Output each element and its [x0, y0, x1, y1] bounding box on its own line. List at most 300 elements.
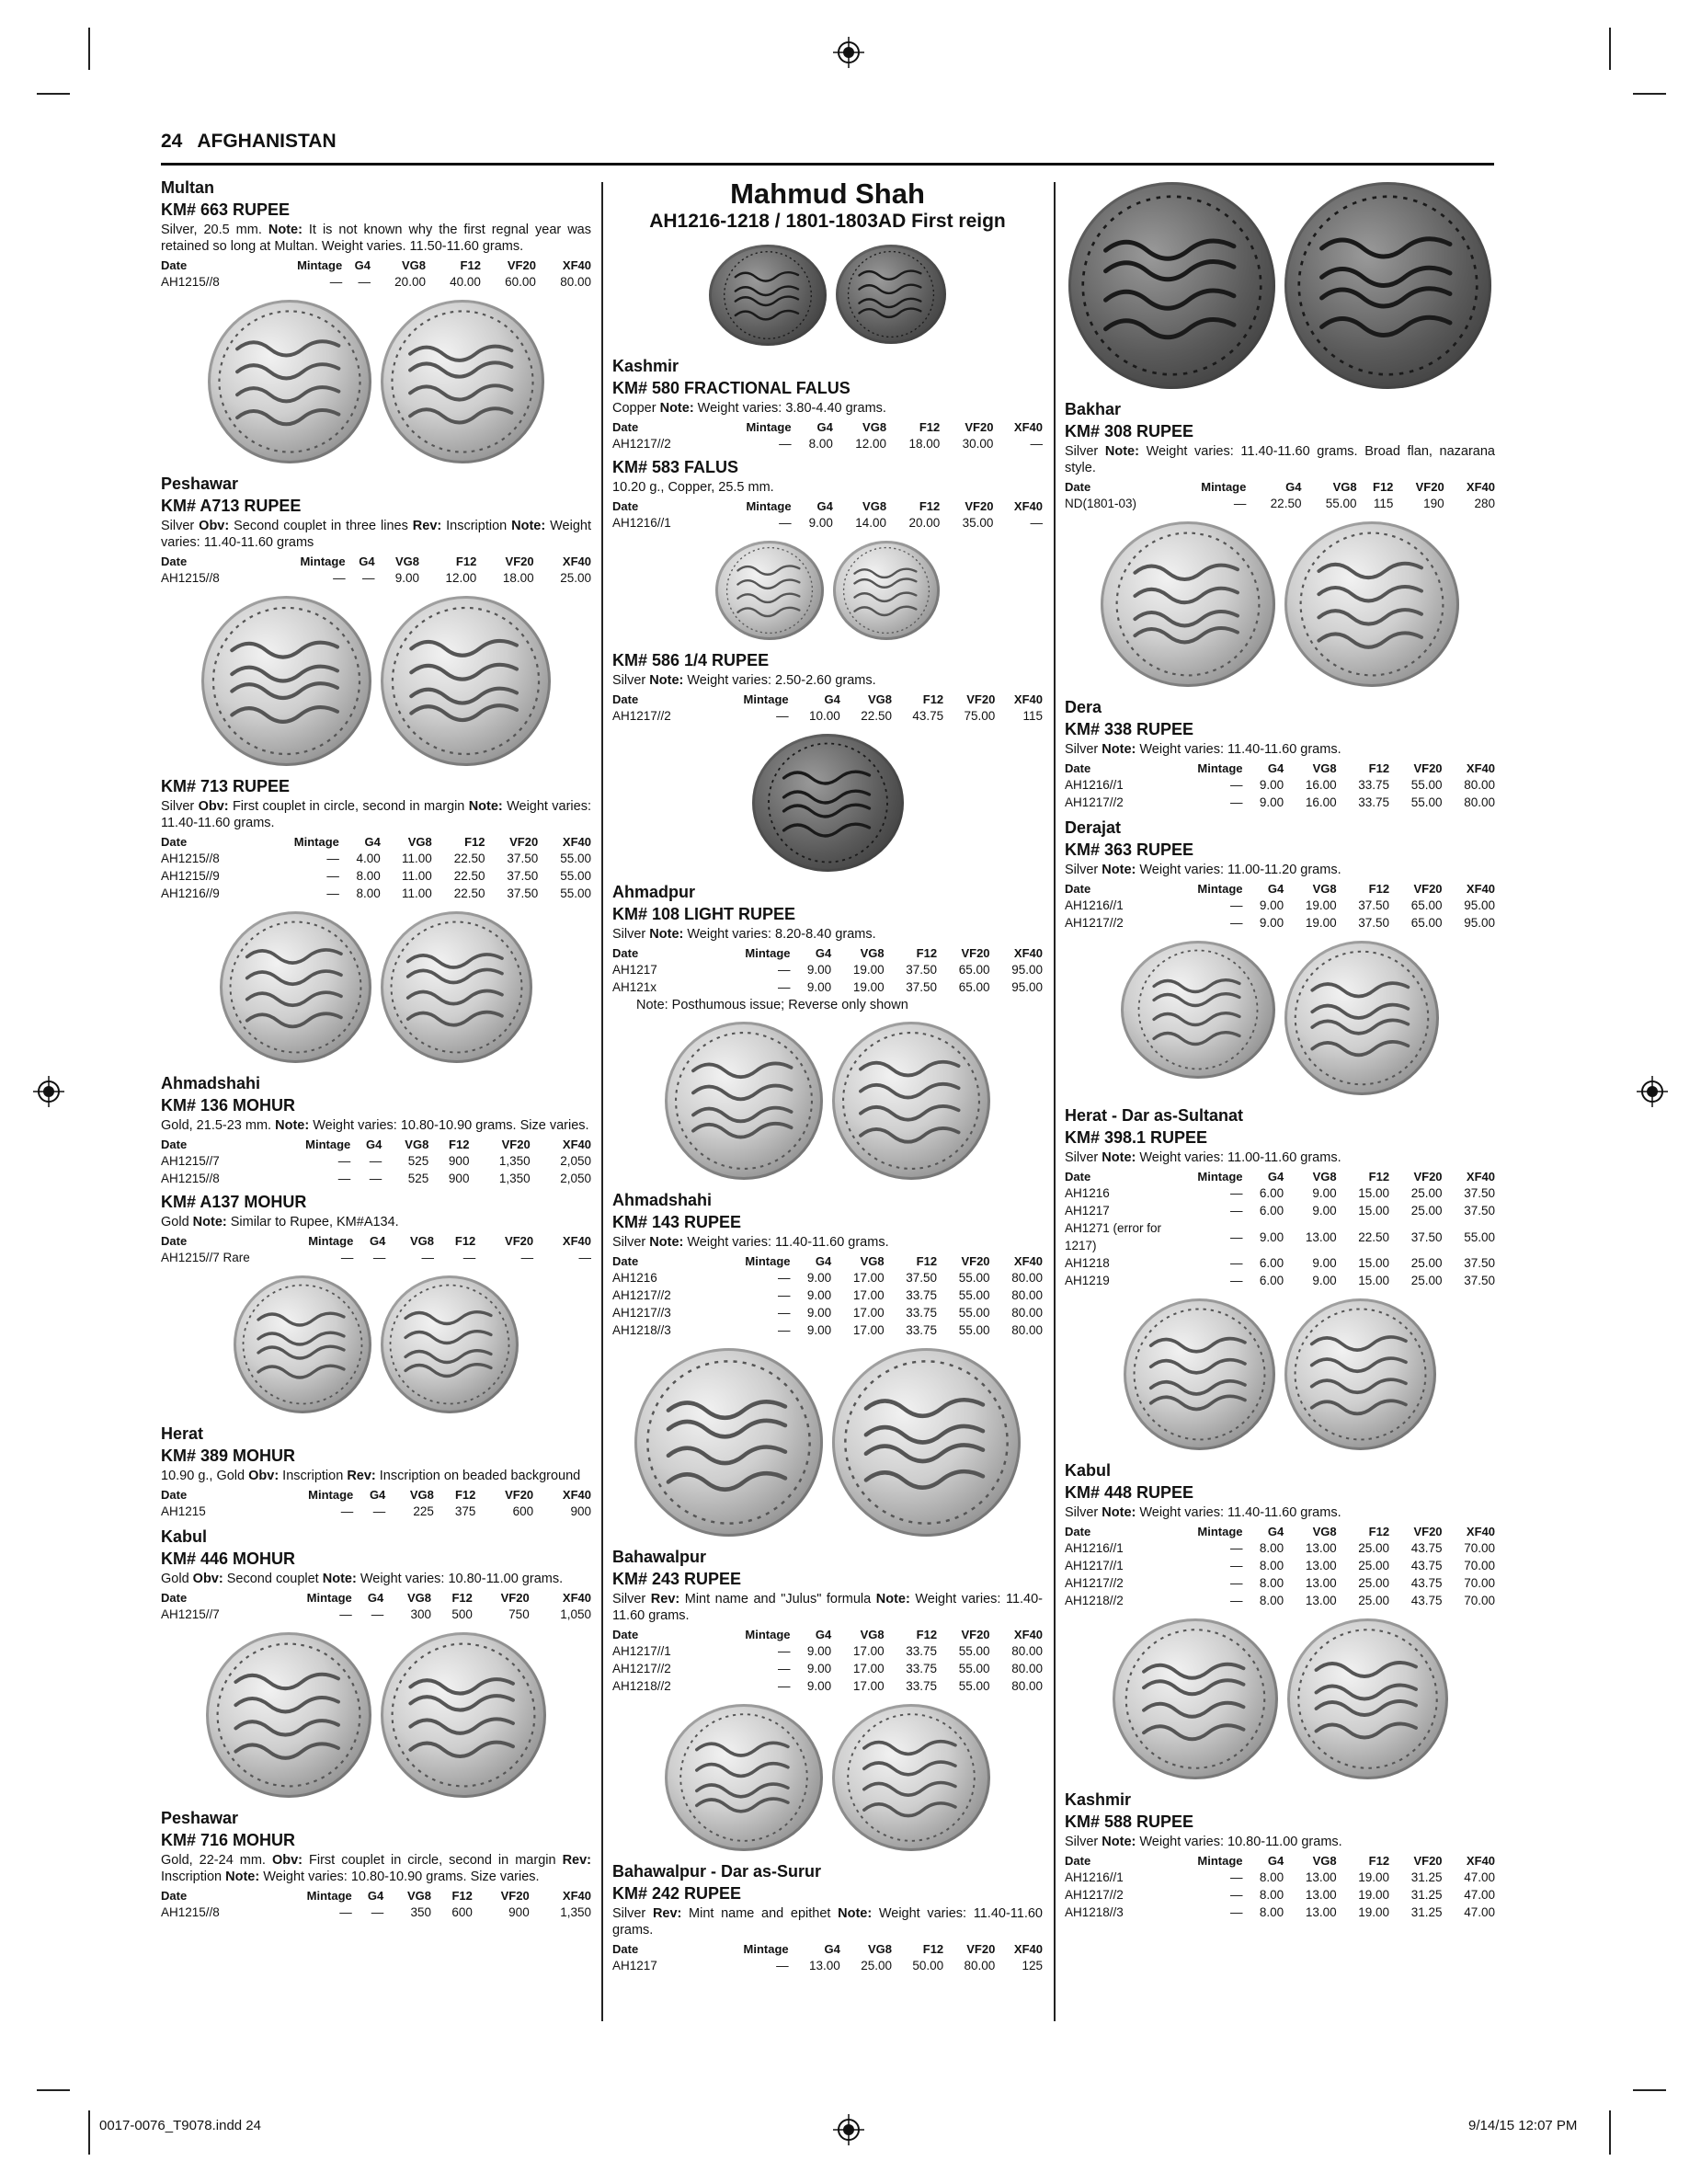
- table-cell: —: [1230, 1870, 1243, 1884]
- ruler-reign: AH1216-1218 / 1801-1803AD First reign: [649, 211, 1006, 232]
- column-header: XF40: [1466, 1854, 1495, 1868]
- mint-heading: Derajat: [1065, 818, 1122, 837]
- table-cell: —: [1230, 898, 1243, 912]
- table-row: [161, 885, 591, 902]
- column-header: XF40: [562, 555, 591, 568]
- table-cell: —: [1230, 916, 1243, 930]
- coin-description: Silver Note: Weight varies: 11.00-11.20 grams.: [1065, 863, 1341, 877]
- table-cell: 525: [407, 1172, 429, 1185]
- column-header: VG8: [867, 1942, 892, 1956]
- table-cell: 37.50: [906, 980, 938, 994]
- coin-obverse-image: [1113, 1618, 1278, 1779]
- table-cell: AH1215//9: [161, 869, 220, 883]
- catalog-number: KM# 243 RUPEE: [612, 1570, 742, 1588]
- column-header: Mintage: [293, 835, 339, 849]
- table-cell: 33.75: [906, 1644, 938, 1658]
- table-cell: 80.00: [1011, 1306, 1043, 1320]
- table-cell: 17.00: [852, 1271, 885, 1285]
- column-header: Date: [612, 1254, 639, 1268]
- table-cell: 22.50: [453, 886, 485, 900]
- table-cell: AH1218: [1065, 1256, 1110, 1270]
- table-cell: 280: [1474, 497, 1495, 510]
- column-header: XF40: [562, 1889, 591, 1903]
- table-cell: 12.00: [855, 437, 887, 451]
- table-cell: —: [339, 1905, 352, 1919]
- catalog-number: KM# 363 RUPEE: [1065, 840, 1194, 859]
- table-cell: 70.00: [1464, 1594, 1495, 1607]
- catalog-number: KM# 588 RUPEE: [1065, 1812, 1194, 1831]
- table-header-row: [612, 1941, 1043, 1957]
- table-cell: 47.00: [1464, 1905, 1495, 1919]
- table-cell: AH1217: [1065, 1204, 1110, 1218]
- coin-inscription-icon: [832, 1348, 1021, 1537]
- column-header: VF20: [500, 1591, 530, 1605]
- table-cell: 8.00: [1259, 1905, 1284, 1919]
- coin-inscription-icon: [1101, 521, 1275, 687]
- column-header: XF40: [1466, 1170, 1495, 1183]
- table-cell: 19.00: [1305, 916, 1337, 930]
- mint-heading: Kashmir: [1065, 1790, 1132, 1809]
- table-cell: —: [1230, 1256, 1243, 1270]
- table-cell: AH121x: [612, 980, 657, 994]
- table-cell: 47.00: [1464, 1888, 1495, 1902]
- table-cell: 19.00: [852, 963, 885, 977]
- column-header: Mintage: [306, 1889, 352, 1903]
- coin-description: Silver Note: Weight varies: 11.00-11.60 grams.: [1065, 1150, 1341, 1165]
- column-header: VF20: [966, 1942, 996, 1956]
- table-row: [161, 867, 591, 885]
- table-cell: 80.00: [1011, 1323, 1043, 1337]
- coin-reverse-image: [381, 911, 532, 1063]
- column-header: F12: [919, 420, 941, 434]
- table-cell: 37.50: [906, 1271, 938, 1285]
- table-row: [612, 435, 1043, 452]
- mint-heading: Herat: [161, 1424, 204, 1443]
- column-header: G4: [815, 1628, 832, 1641]
- table-cell: 8.00: [1259, 1559, 1284, 1572]
- table-cell: —: [339, 1607, 352, 1621]
- coin-description: Silver Obv: First couplet in circle, second in margin Note: Weight varies: 11.40-11.60 grams.: [161, 799, 591, 830]
- table-row: [612, 1321, 1043, 1339]
- table-cell: AH1217//2: [612, 1662, 671, 1675]
- table-cell: —: [1230, 1186, 1243, 1200]
- table-cell: AH1217//2: [612, 437, 671, 451]
- column-header: VG8: [1312, 1854, 1337, 1868]
- column-header: VF20: [505, 1234, 534, 1248]
- table-cell: 37.50: [1464, 1204, 1495, 1218]
- table-cell: 13.00: [1305, 1229, 1337, 1244]
- table-cell: 750: [508, 1607, 530, 1621]
- table-cell: AH1216//1: [1065, 898, 1124, 912]
- table-cell: 17.00: [852, 1306, 885, 1320]
- coin-description: Silver Rev: Mint name and epithet Note: Weight varies: 11.40-11.60 grams.: [612, 1906, 1043, 1938]
- table-cell: —: [1230, 1888, 1243, 1902]
- column-header: VF20: [1413, 761, 1443, 775]
- table-cell: 22.50: [453, 852, 485, 865]
- coin-inscription-icon: [381, 300, 544, 463]
- table-cell: 9.00: [806, 1679, 832, 1693]
- table-cell: AH1218//3: [1065, 1905, 1124, 1919]
- table-cell: 300: [410, 1607, 432, 1621]
- table-cell: 55.00: [1410, 778, 1443, 792]
- table-cell: —: [779, 437, 792, 451]
- column-header: Mintage: [1197, 1854, 1243, 1868]
- table-cell: 80.00: [1011, 1679, 1043, 1693]
- table-cell: 25.00: [1410, 1256, 1443, 1270]
- column-header: G4: [816, 499, 833, 513]
- price-table: [612, 1941, 1043, 1974]
- table-cell: 70.00: [1464, 1541, 1495, 1555]
- coin-obverse-image: [201, 596, 371, 766]
- table-cell: 1,050: [560, 1607, 591, 1621]
- coin-obverse-image: [665, 1704, 823, 1851]
- coin-inscription-icon: [833, 541, 940, 640]
- column-left: [161, 178, 591, 1927]
- coin-reverse-image: [1284, 521, 1459, 687]
- column-header: Date: [1065, 761, 1091, 775]
- coin-images: [612, 734, 1043, 872]
- table-cell: 60.00: [505, 275, 536, 289]
- registration-mark-icon: [33, 1076, 64, 1107]
- table-row: [1065, 794, 1495, 811]
- table-cell: 8.00: [1259, 1870, 1284, 1884]
- table-cell: 9.00: [1259, 898, 1284, 912]
- table-cell: 19.00: [1305, 898, 1337, 912]
- column-header: Date: [1065, 1525, 1091, 1538]
- table-cell: 9.00: [1259, 795, 1284, 809]
- column-header: VG8: [1312, 882, 1337, 896]
- coin-reverse-image: [832, 1022, 990, 1180]
- crop-mark: [37, 2089, 70, 2091]
- column-header: Mintage: [1201, 480, 1247, 494]
- column-header: VF20: [507, 258, 536, 272]
- table-cell: 31.25: [1410, 1905, 1443, 1919]
- coin-inscription-icon: [832, 1022, 990, 1180]
- table-row: [1065, 1557, 1495, 1574]
- table-cell: 13.00: [1305, 1594, 1337, 1607]
- price-table: [161, 1233, 591, 1266]
- column-header: Date: [161, 1591, 188, 1605]
- column-header: F12: [922, 692, 944, 706]
- column-header: F12: [454, 1234, 476, 1248]
- column-header: F12: [1368, 882, 1390, 896]
- column-header: VG8: [862, 499, 887, 513]
- table-cell: 17.00: [852, 1662, 885, 1675]
- table-row: [1065, 914, 1495, 932]
- column-header: Date: [161, 555, 188, 568]
- table-cell: 22.50: [861, 709, 892, 723]
- table-cell: 8.00: [808, 437, 833, 451]
- table-cell: 22.50: [1358, 1229, 1390, 1244]
- column-header: G4: [824, 1942, 840, 1956]
- column-header: VF20: [1415, 480, 1444, 494]
- table-cell: 900: [570, 1504, 591, 1518]
- table-cell: AH1218//2: [612, 1679, 671, 1693]
- registration-mark-icon: [1637, 1076, 1668, 1107]
- table-cell: 80.00: [1011, 1288, 1043, 1302]
- table-cell: —: [372, 1504, 386, 1518]
- catalog-number: KM# 713 RUPEE: [161, 777, 291, 795]
- column-header: F12: [1368, 1854, 1390, 1868]
- table-row: [1065, 1886, 1495, 1904]
- coin-images: [1065, 941, 1495, 1095]
- table-cell: 16.00: [1305, 778, 1337, 792]
- table-cell: 190: [1423, 497, 1444, 510]
- table-cell: AH1217//3: [612, 1306, 671, 1320]
- table-cell: 9.00: [806, 1288, 832, 1302]
- column-header: Date: [1065, 882, 1091, 896]
- footer-file-name: 0017-0076_T9078.indd 24: [99, 2118, 261, 2133]
- column-header: VG8: [407, 835, 432, 849]
- catalog-number: KM# 663 RUPEE: [161, 200, 291, 219]
- table-cell: 55.00: [958, 1271, 990, 1285]
- table-cell: 2,050: [560, 1154, 591, 1168]
- catalog-number: KM# 580 FRACTIONAL FALUS: [612, 379, 850, 397]
- price-table: [161, 257, 591, 291]
- table-row: [161, 1904, 591, 1921]
- table-cell: 20.00: [908, 516, 941, 530]
- table-cell: 600: [451, 1905, 473, 1919]
- table-cell: 33.75: [906, 1323, 938, 1337]
- table-cell: 6.00: [1259, 1186, 1284, 1200]
- table-row: [1065, 897, 1495, 914]
- table-cell: 13.00: [1305, 1559, 1337, 1572]
- coin-inscription-icon: [836, 245, 946, 344]
- table-cell: 8.00: [1259, 1576, 1284, 1590]
- table-header-row: [612, 419, 1043, 435]
- coin-obverse-image: [1101, 521, 1275, 687]
- table-cell: —: [776, 709, 789, 723]
- column-header: XF40: [562, 1234, 591, 1248]
- page-header: [161, 131, 337, 153]
- catalog-number: KM# 446 MOHUR: [161, 1549, 296, 1568]
- column-header: VG8: [1312, 761, 1337, 775]
- coin-images: [1065, 1298, 1495, 1450]
- column-header: VF20: [1413, 1525, 1443, 1538]
- table-header-row: [1065, 881, 1495, 897]
- column-header: F12: [916, 1628, 938, 1641]
- coin-obverse-image: [234, 1275, 371, 1413]
- coin-inscription-icon: [709, 245, 827, 346]
- column-header: VG8: [1312, 1525, 1337, 1538]
- coin-description: Gold, 21.5-23 mm. Note: Weight varies: 10.80-10.90 grams. Size varies.: [161, 1118, 589, 1133]
- table-cell: —: [1230, 1204, 1243, 1218]
- catalog-number: KM# 448 RUPEE: [1065, 1483, 1194, 1502]
- table-cell: AH1216//1: [1065, 1870, 1124, 1884]
- table-cell: 9.00: [806, 1662, 832, 1675]
- crop-mark: [37, 93, 70, 95]
- table-cell: —: [778, 963, 791, 977]
- table-cell: AH1215//7: [161, 1154, 220, 1168]
- mint-heading: Dera: [1065, 698, 1102, 716]
- table-cell: AH1215//8: [161, 571, 220, 585]
- table-header-row: [161, 1590, 591, 1606]
- column-header: XF40: [562, 1138, 591, 1151]
- column-header: Date: [612, 946, 639, 960]
- table-cell: 37.50: [507, 886, 539, 900]
- table-row: [612, 1269, 1043, 1286]
- column-header: XF40: [562, 1488, 591, 1502]
- table-cell: 17.00: [852, 1679, 885, 1693]
- table-cell: 43.75: [1410, 1594, 1443, 1607]
- column-header: Mintage: [305, 1138, 351, 1151]
- mint-heading: Peshawar: [161, 475, 239, 493]
- column-header: Date: [1065, 1170, 1091, 1183]
- price-table: [612, 419, 1043, 452]
- table-cell: —: [369, 1172, 382, 1185]
- table-cell: 65.00: [1410, 898, 1443, 912]
- column-header: XF40: [1013, 946, 1043, 960]
- table-cell: AH1216//9: [161, 886, 220, 900]
- price-table: [161, 1137, 591, 1187]
- table-cell: 115: [1373, 497, 1394, 510]
- page-number: 24: [161, 131, 183, 152]
- table-row: [1065, 1184, 1495, 1202]
- table-header-row: [612, 945, 1043, 961]
- table-cell: 55.00: [958, 1644, 990, 1658]
- coin-images: [161, 1632, 591, 1798]
- table-cell: AH1216//1: [1065, 1541, 1124, 1555]
- table-cell: 8.00: [1259, 1888, 1284, 1902]
- table-row: [1065, 495, 1495, 512]
- table-cell: AH1217//2: [1065, 795, 1124, 809]
- table-cell: —: [362, 571, 375, 585]
- table-cell: 13.00: [1305, 1905, 1337, 1919]
- table-cell: —: [462, 1251, 476, 1264]
- column-header: Date: [1065, 1854, 1091, 1868]
- table-cell: 8.00: [1259, 1541, 1284, 1555]
- table-cell: —: [371, 1905, 384, 1919]
- coin-reverse-image: [381, 1632, 546, 1798]
- column-header: Date: [1065, 480, 1091, 494]
- ruler-name: Mahmud Shah: [730, 177, 925, 210]
- table-cell: 31.25: [1410, 1870, 1443, 1884]
- coin-images: [161, 596, 591, 766]
- column-header: Mintage: [1197, 1170, 1243, 1183]
- table-cell: —: [1230, 1594, 1243, 1607]
- table-row: [161, 1503, 591, 1520]
- coin-reverse-image: [836, 245, 946, 344]
- table-cell: 55.00: [1325, 497, 1357, 510]
- column-header: F12: [451, 1889, 473, 1903]
- crop-mark: [88, 28, 90, 70]
- coin-images: [161, 1275, 591, 1413]
- table-row: [1065, 1869, 1495, 1886]
- table-cell: 9.00: [1259, 1229, 1284, 1244]
- table-cell: 15.00: [1358, 1186, 1390, 1200]
- column-header: Date: [612, 420, 639, 434]
- price-table: [612, 945, 1043, 996]
- column-header: Mintage: [745, 1254, 791, 1268]
- column-header: Date: [161, 258, 188, 272]
- table-cell: 25.00: [1358, 1559, 1390, 1572]
- mint-heading: Peshawar: [161, 1809, 239, 1827]
- table-cell: 125: [1022, 1959, 1043, 1972]
- column-header: Mintage: [1197, 761, 1243, 775]
- column-header: VF20: [1413, 1854, 1443, 1868]
- coin-inscription-icon: [634, 1348, 823, 1537]
- column-header: Mintage: [1197, 882, 1243, 896]
- price-table: [1065, 1853, 1495, 1921]
- table-header-row: [161, 1233, 591, 1249]
- table-cell: 9.00: [806, 1323, 832, 1337]
- table-cell: 10.00: [809, 709, 840, 723]
- table-cell: 17.00: [852, 1323, 885, 1337]
- table-cell: —: [340, 1251, 354, 1264]
- coin-inscription-icon: [1284, 1298, 1436, 1450]
- table-cell: 17.00: [852, 1288, 885, 1302]
- mint-heading: Bakhar: [1065, 400, 1122, 418]
- column-header: VF20: [965, 420, 994, 434]
- table-cell: 55.00: [958, 1288, 990, 1302]
- table-cell: 70.00: [1464, 1576, 1495, 1590]
- table-cell: 95.00: [1011, 963, 1043, 977]
- coin-images: [1065, 1618, 1495, 1779]
- column-header: F12: [1368, 1170, 1390, 1183]
- coin-description: Silver Rev: Mint name and "Julus" formula Note: Weight varies: 11.40-11.60 grams.: [612, 1592, 1044, 1623]
- table-cell: 900: [448, 1172, 470, 1185]
- coin-description: Silver Note: Weight varies: 11.40-11.60 grams. Broad flan, nazarana style.: [1065, 444, 1495, 475]
- table-header-row: [161, 1888, 591, 1904]
- registration-mark-icon: [833, 37, 864, 68]
- table-cell: AH1217//2: [612, 709, 671, 723]
- table-cell: 18.00: [908, 437, 941, 451]
- coin-inscription-icon: [665, 1022, 823, 1180]
- table-cell: —: [372, 1251, 386, 1264]
- table-cell: 13.00: [1305, 1888, 1337, 1902]
- table-cell: 600: [512, 1504, 534, 1518]
- mint-heading: Kabul: [1065, 1461, 1112, 1480]
- coin-description: Copper Note: Weight varies: 3.80-4.40 grams.: [612, 401, 886, 416]
- column-header: XF40: [562, 1591, 591, 1605]
- coin-inscription-icon: [1124, 1298, 1275, 1450]
- coin-reverse-image: [1284, 1298, 1436, 1450]
- table-cell: 40.00: [450, 275, 481, 289]
- table-cell: 19.00: [852, 980, 885, 994]
- coin-description: Gold Note: Similar to Rupee, KM#A134.: [161, 1215, 399, 1229]
- table-cell: 33.75: [1358, 795, 1390, 809]
- price-table: [1065, 881, 1495, 932]
- table-header-row: [612, 1627, 1043, 1642]
- coin-inscription-icon: [208, 300, 371, 463]
- column-header: F12: [922, 1942, 944, 1956]
- column-header: Mintage: [1197, 1525, 1243, 1538]
- table-cell: AH1216//1: [1065, 778, 1124, 792]
- coin-obverse-image: [715, 541, 824, 640]
- table-cell: 80.00: [560, 275, 591, 289]
- table-cell: —: [520, 1251, 534, 1264]
- table-row: [1065, 1539, 1495, 1557]
- table-row: [1065, 1272, 1495, 1289]
- table-cell: 13.00: [1305, 1870, 1337, 1884]
- coin-obverse-image: [1121, 941, 1275, 1079]
- coin-inscription-icon: [1121, 941, 1275, 1079]
- table-cell: 13.00: [809, 1959, 840, 1972]
- table-row: [612, 1642, 1043, 1660]
- table-cell: AH1218//3: [612, 1323, 671, 1337]
- table-cell: —: [1030, 516, 1043, 530]
- table-cell: 43.75: [1410, 1541, 1443, 1555]
- column-header: VG8: [867, 692, 892, 706]
- table-header-row: [1065, 1169, 1495, 1184]
- table-cell: AH1215//8: [161, 275, 220, 289]
- table-cell: 55.00: [1410, 795, 1443, 809]
- column-header: VG8: [394, 555, 419, 568]
- column-header: G4: [1285, 480, 1302, 494]
- column-header: VF20: [509, 835, 539, 849]
- table-cell: 18.00: [502, 571, 534, 585]
- coin-inscription-icon: [1113, 1618, 1278, 1779]
